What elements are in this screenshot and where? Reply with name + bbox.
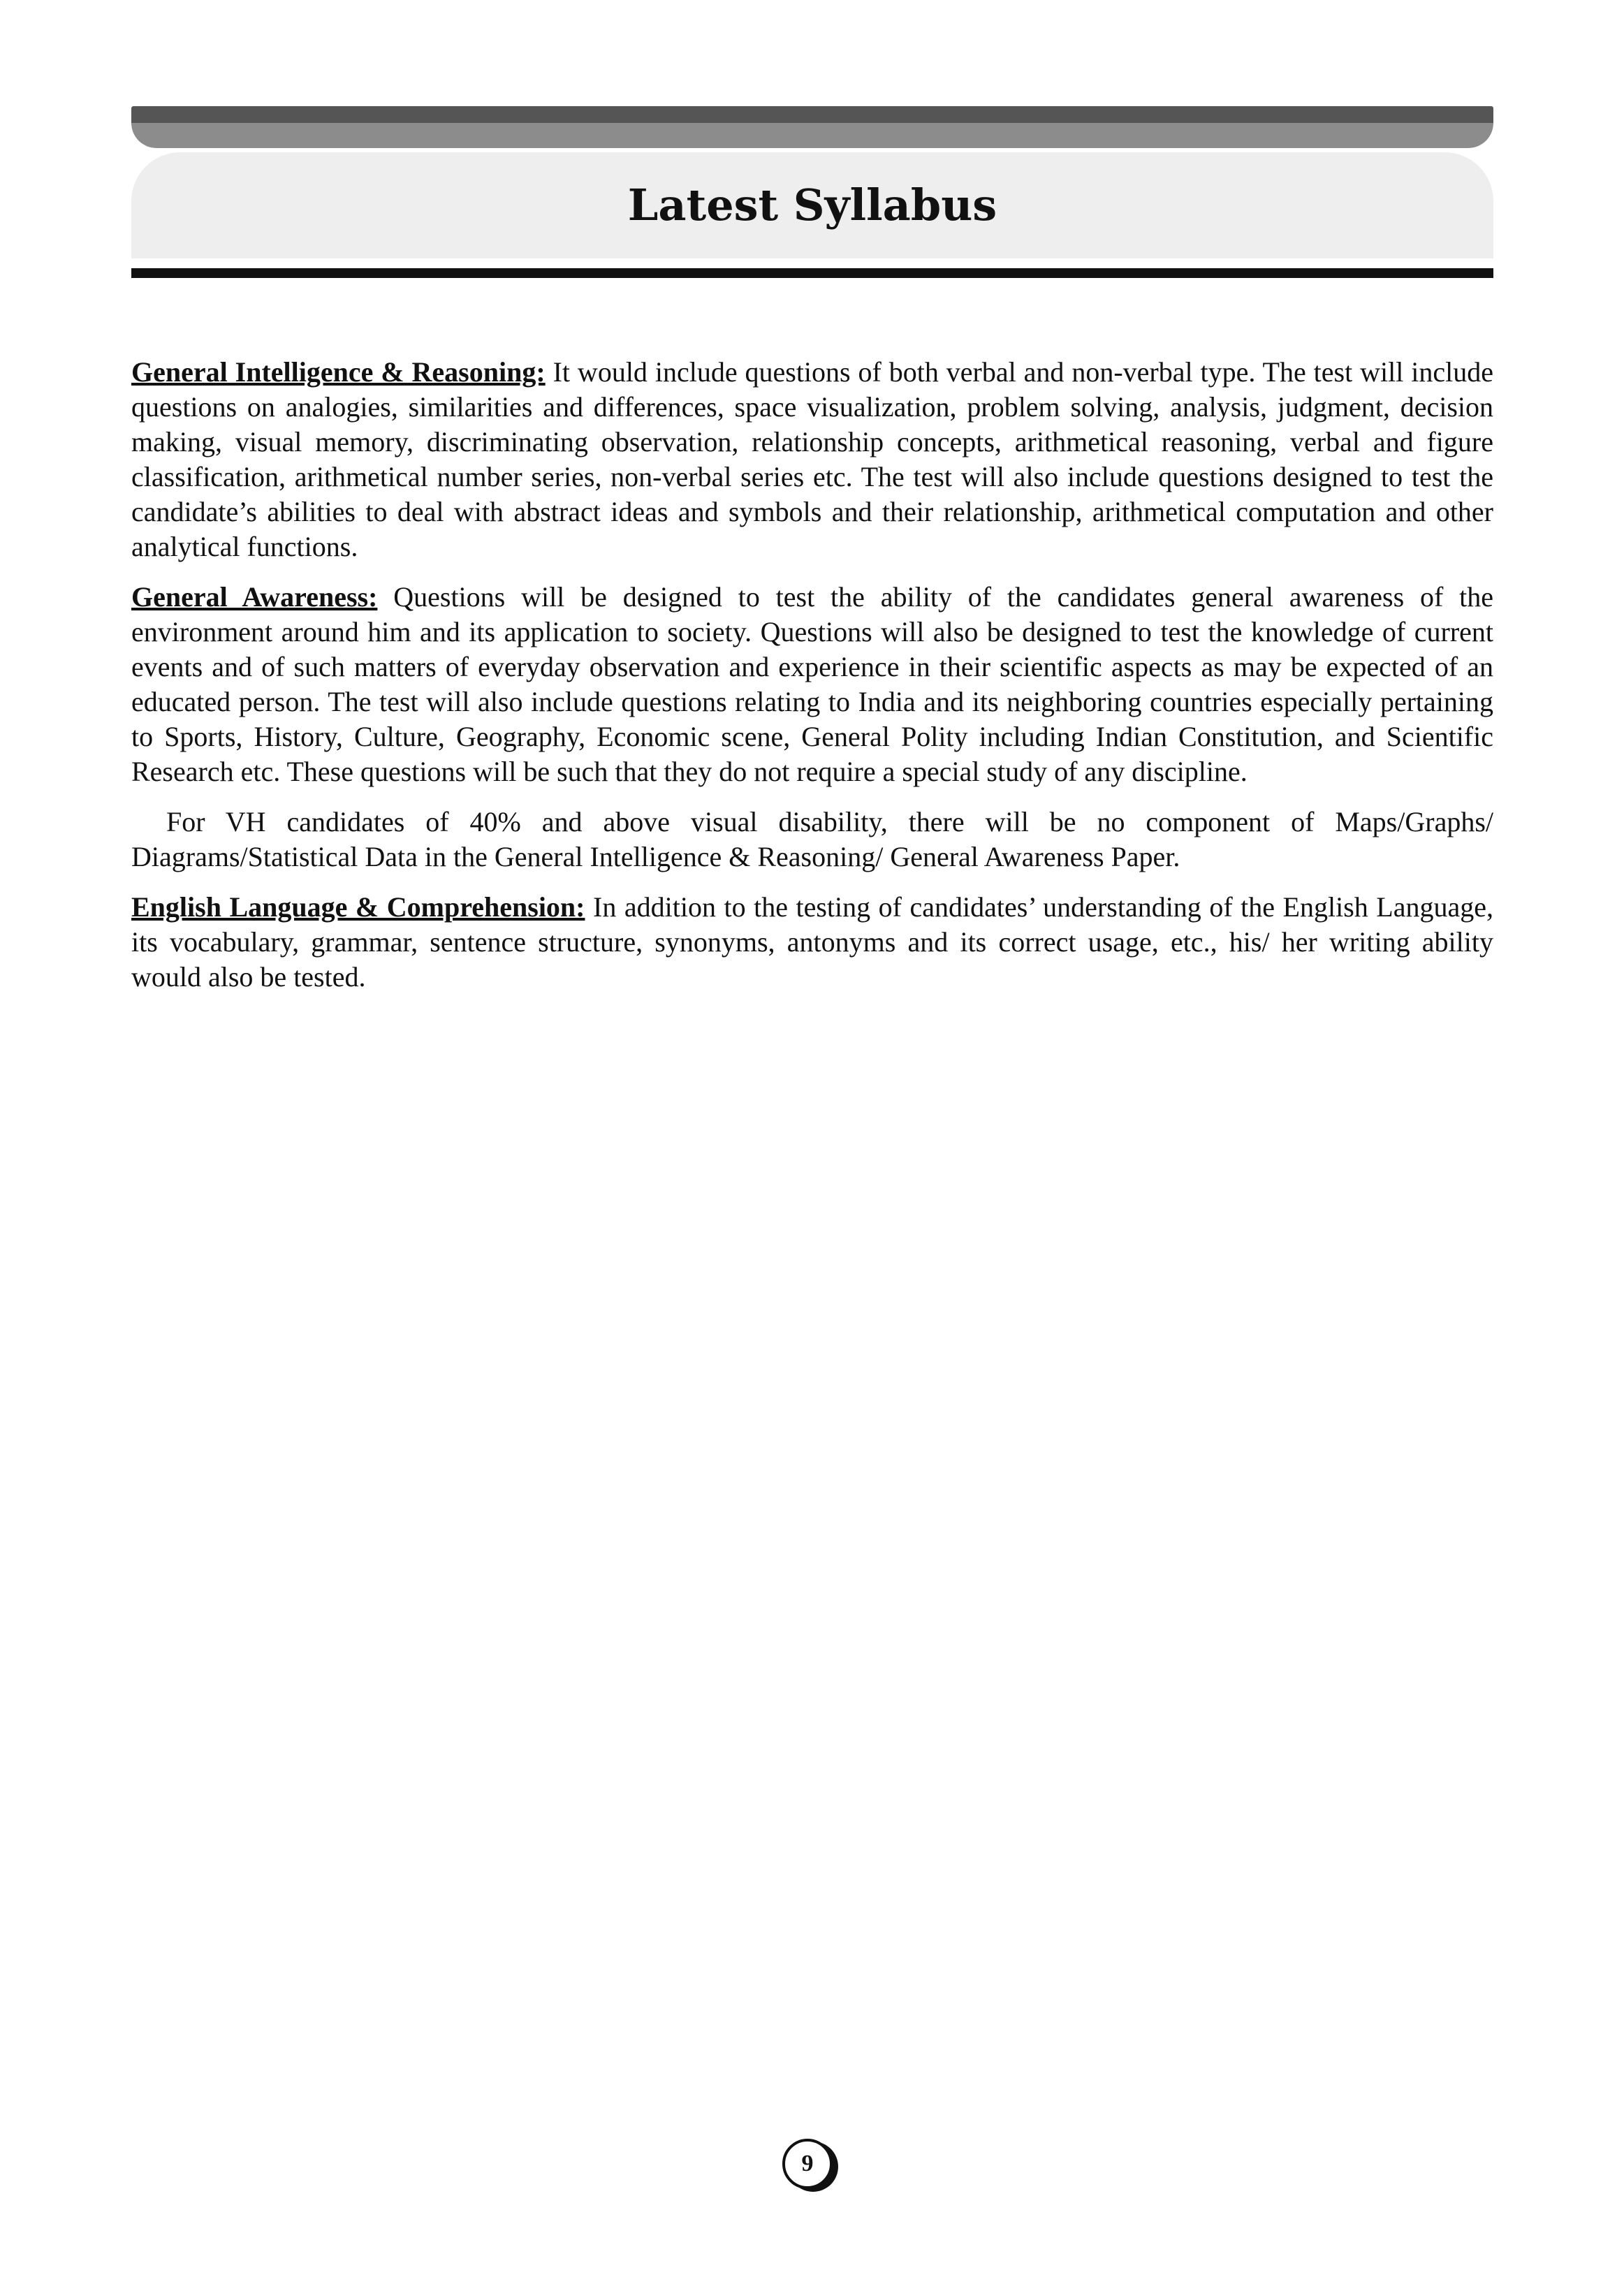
section-text: Questions will be designed to test the ability of the candidates general awareness of the environment around him and its application to society. Questions will also be designed to test the knowledge of current events and of such matters of everyday observation and experience in their scientific aspects as may be expected of an educated person. The test will also include questions relating to India and its neighboring countries especially pertaining to Sports, History, Culture, Geography, Economic scene, General Polity including Indian Constitution, and Scientific Research etc. These questions will be such that they do not require a special study of any discipline. <box>131 581 1493 787</box>
section-heading: English Language & Comprehension: <box>131 891 585 923</box>
header-top-bar <box>131 106 1493 124</box>
section-general-intelligence <box>131 355 1493 564</box>
section-heading: General Intelligence & Reasoning: <box>131 356 546 388</box>
syllabus-content <box>131 355 1493 1010</box>
page-header <box>131 106 1493 282</box>
section-text: For VH candidates of 40% and above visual disability, there will be no component of Maps/Graphs/ Diagrams/Statistical Data in the General Intelligence & Reasoning/ General Awareness Paper. <box>131 806 1493 872</box>
section-general-awareness <box>131 580 1493 789</box>
section-heading: General Awareness: <box>131 581 378 613</box>
section-text: It would include questions of both verbal and non-verbal type. The test will include questions on analogies, similarities and differences, space visualization, problem solving, analysis, judgment, decision making, visual memory, discriminating observation, relationship concepts, arithmetical reasoning, verbal and figure classification, arithmetical number series, non-verbal series etc. The test will also include questions designed to test the candidate’s abilities to deal with abstract ideas and symbols and their relationship, arithmetical computation and other analytical functions. <box>131 356 1493 562</box>
section-text: In addition to the testing of candidates’ understanding of the English Language, its vocabulary, grammar, sentence structure, synonyms, antonyms and its correct usage, etc., his/ her writing ability would also be tested. <box>131 891 1493 993</box>
page-number-badge <box>782 2139 841 2197</box>
section-vh-note <box>131 805 1493 874</box>
page-title: Latest Syllabus <box>627 180 997 230</box>
header-underline <box>131 268 1493 278</box>
header-shadow-bar <box>131 123 1493 148</box>
section-english-language <box>131 890 1493 995</box>
page-number: 9 <box>782 2139 833 2189</box>
